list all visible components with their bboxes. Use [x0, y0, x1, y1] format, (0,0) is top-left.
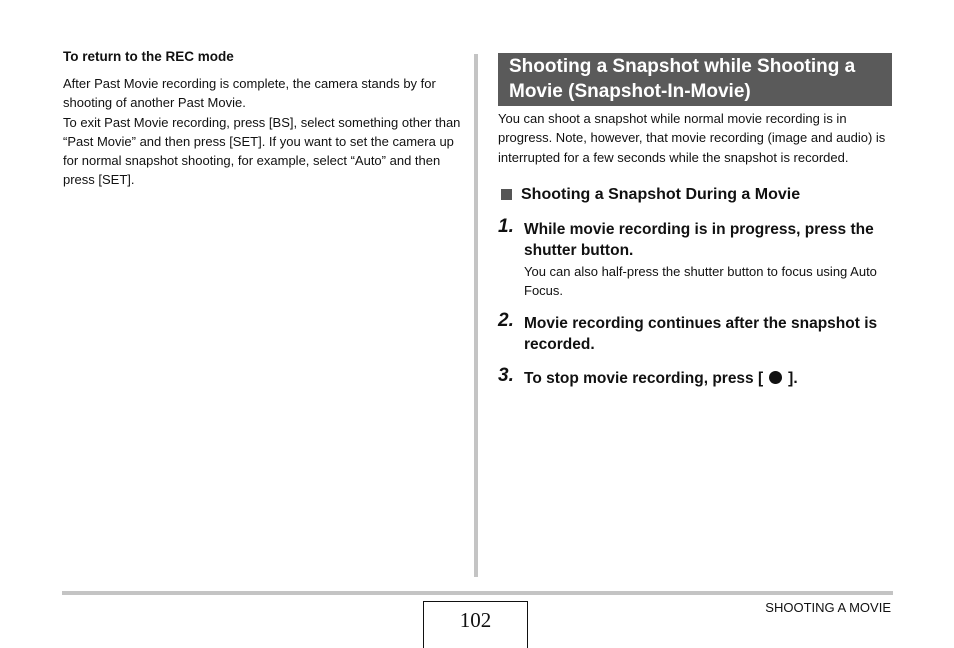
left-column	[63, 48, 463, 190]
step-number: 1.	[498, 215, 514, 237]
step-number: 2.	[498, 310, 514, 332]
column-divider	[474, 54, 478, 577]
footer-section-label: SHOOTING A MOVIE	[765, 600, 891, 615]
square-bullet-icon	[501, 189, 512, 200]
footer-divider	[62, 591, 893, 595]
step-3	[498, 365, 892, 389]
step-text: Movie recording continues after the snapshot is recorded.	[524, 315, 878, 354]
record-dot-icon	[769, 371, 782, 384]
section-title: Shooting a Snapshot while Shooting a Movie (Snapshot-In-Movie)	[498, 53, 892, 106]
past-movie-paragraph: After Past Movie recording is complete, the camera stands by for shooting of another Past Movie.	[63, 76, 436, 111]
intro-paragraph: You can shoot a snapshot while normal movie recording is in progress. Note, however, that movie recording (image and audio) is interrupted for a few seconds while the snapshot is recorded.	[498, 111, 886, 165]
step-1	[498, 215, 892, 301]
step-text-after: ].	[788, 370, 798, 388]
right-column	[498, 53, 892, 389]
step-text: While movie recording is in progress, press the shutter button.	[524, 220, 874, 259]
return-rec-mode-heading: To return to the REC mode	[63, 49, 234, 64]
sub-heading-label: Shooting a Snapshot During a Movie	[521, 185, 801, 203]
step-2	[498, 310, 892, 355]
step-text-before: To stop movie recording, press [	[524, 370, 764, 388]
step-number: 3.	[498, 365, 514, 387]
exit-past-movie-paragraph: To exit Past Movie recording, press [BS], select something other than “Past Movie” and then press [SET]. If you want to set the camera up for normal snapshot shooting, for example, select “Auto” and then press [SET].	[63, 114, 461, 188]
sub-heading	[498, 185, 892, 205]
page-number: 102	[459, 608, 492, 632]
step-text	[524, 368, 892, 389]
page-number-box	[423, 601, 528, 648]
step-note: You can also half-press the shutter button to focus using Auto Focus.	[524, 263, 877, 299]
